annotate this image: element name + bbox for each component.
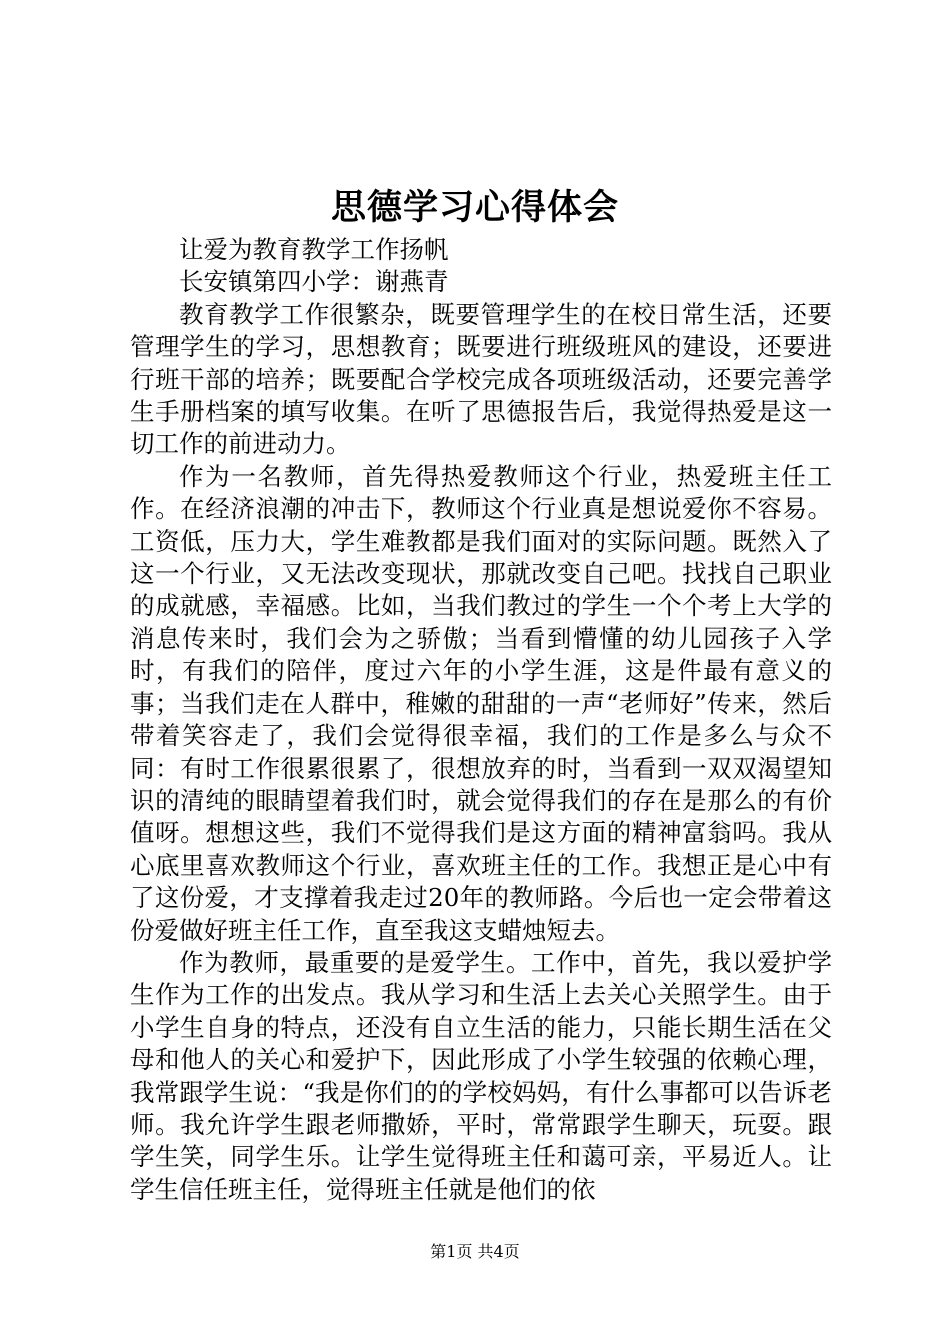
paragraph-3: 作为教师，最重要的是爱学生。工作中，首先，我以爱护学生作为工作的出发点。我从学习和生活上去关心关照学生。由于小学生自身的特点，还没有自立生活的能力，只能长期生活在父母和他人的关心和爱护下，因此形成了小学生较强的依赖心理，我常跟学生说：“我是你们的的学校妈妈，有什么事都可以告诉老师。我允许学生跟老师撒娇，平时，常常跟学生聊天，玩耍。跟学生笑，同学生乐。让学生觉得班主任和蔼可亲，平易近人。让学生信任班主任，觉得班主任就是他们的依 [130,947,832,1204]
document-title: 思德学习心得体会 [330,188,619,228]
document-subtitle: 让爱为教育教学工作扬帆 [179,235,449,264]
author-line: 长安镇第四小学：谢燕青 [179,267,449,297]
document-body [130,234,832,1206]
paragraph-2: 作为一名教师，首先得热爱教师这个行业，热爱班主任工作。在经济浪潮的冲击下，教师这个行业真是想说爱你不容易。工资低，压力大，学生难教都是我们面对的实际问题。既然入了这一个行业，又无法改变现状，那就改变自己吧。找找自己职业的成就感，幸福感。比如，当我们教过的学生一个个考上大学的消息传来时，我们会为之骄傲；当看到懵懂的幼儿园孩子入学时，有我们的陪伴，度过六年的小学生涯，这是件最有意义的事；当我们走在人群中，稚嫩的甜甜的一声“老师好”传来，然后带着笑容走了，我们会觉得很幸福，我们的工作是多么与众不同：有时工作很累很累了，很想放弃的时，当看到一双双渴望知识的清纯的眼睛望着我们时，就会觉得我们的存在是那么的有价值呀。想想这些，我们不觉得我们是这方面的精神富翁吗。我从心底里喜欢教师这个行业，喜欢班主任的工作。我想正是心中有了这份爱，才支撑着我走过20年的教师路。今后也一定会带着这份爱做好班主任工作，直至我这支蜡烛短去。 [130,461,832,945]
paragraph-1: 教育教学工作很繁杂，既要管理学生的在校日常生活，还要管理学生的学习，思想教育；既要进行班级班风的建设，还要进行班干部的培养；既要配合学校完成各项班级活动，还要完善学生手册档案的填写收集。在听了思德报告后，我觉得热爱是这一切工作的前进动力。 [130,299,832,459]
page-footer: 第1页 共4页 [430,1242,520,1261]
